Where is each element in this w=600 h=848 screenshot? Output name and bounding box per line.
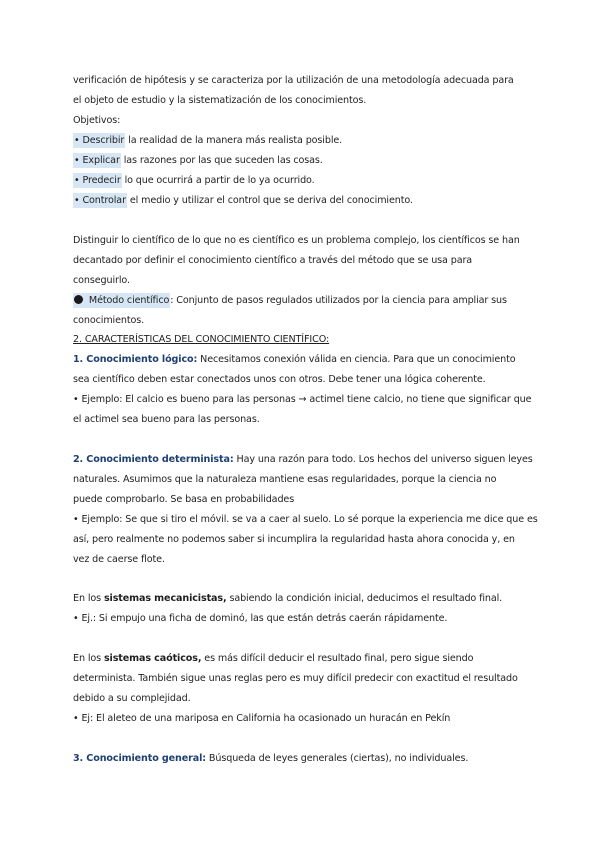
logico-line-1: 1. Conocimiento lógico: Necesitamos conexión válida en ciencia. Para que un conocimiento — [73, 354, 516, 365]
mecanicistas-line-1: En los sistemas mecanicistas, sabiendo la condición inicial, deducimos el resultado final. — [73, 593, 503, 604]
caoticos-line-2: determinista. También sigue unas reglas pero es muy difícil predecir con exactitud el resultado — [73, 673, 518, 684]
metodo-term-highlight: Método científico — [73, 293, 170, 308]
determinista-line-5: así, pero realmente no podemos saber si incumplira la regularidad hasta ahora conocida y, en — [73, 534, 515, 545]
objective-term-highlight: • Describir — [74, 135, 125, 146]
objective-term-highlight: • Predecir — [74, 175, 121, 186]
section-2-title: 2. CARACTERÍSTICAS DEL CONOCIMIENTO CIENTÍFICO: — [73, 334, 330, 345]
determinista-heading: 2. Conocimiento determinista: — [73, 454, 234, 465]
determinista-line-3: puede comprobarlo. Se basa en probabilidades — [73, 494, 295, 505]
logico-heading: 1. Conocimiento lógico: — [73, 354, 198, 365]
determinista-line-6: vez de caerse flote. — [73, 554, 165, 565]
objective-term-highlight: • Explicar — [74, 155, 120, 166]
determinista-line-4: • Ejemplo: Se que si tiro el móvil. se va a caer al suelo. Lo sé porque la experiencia me dice que es — [73, 514, 538, 525]
objective-term-highlight: • Controlar — [74, 195, 126, 206]
logico-line-2: sea científico deben estar conectados unos con otros. Debe tener una lógica coherente. — [73, 374, 486, 385]
intro-line-2: el objeto de estudio y la sistematización de los conocimientos. — [73, 95, 367, 106]
bullet-dot-icon — [74, 295, 83, 304]
determinista-line-1: 2. Conocimiento determinista: Hay una razón para todo. Los hechos del universo siguen leyes — [73, 454, 533, 465]
logico-line-4: el actimel sea bueno para las personas. — [73, 414, 260, 425]
objective-item: • Controlar el medio y utilizar el control que se deriva del conocimiento. — [74, 195, 413, 206]
distinguir-line-2: decantado por definir el conocimiento científico a través del método que se usa para — [73, 255, 473, 266]
distinguir-line-1: Distinguir lo científico de lo que no es científico es un problema complejo, los científicos se han — [73, 235, 520, 246]
determinista-line-2: naturales. Asumimos que la naturaleza mantiene esas regularidades, porque la ciencia no — [73, 474, 497, 485]
caoticos-line-1: En los sistemas caóticos, es más difícil deducir el resultado final, pero sigue siendo — [73, 653, 474, 664]
objective-item: • Explicar las razones por las que suceden las cosas. — [74, 155, 323, 166]
caoticos-line-3: debido a su complejidad. — [73, 693, 191, 704]
general-line-1: 3. Conocimiento general: Búsqueda de leyes generales (ciertas), no individuales. — [73, 753, 469, 764]
mecanicistas-term: sistemas mecanicistas, — [103, 593, 227, 604]
logico-line-3: • Ejemplo: El calcio es bueno para las personas → actimel tiene calcio, no tiene que significar que — [73, 394, 532, 405]
intro-line-1: verificación de hipótesis y se caracteriza por la utilización de una metodología adecuada para — [73, 75, 514, 86]
general-heading: 3. Conocimiento general: — [73, 753, 206, 764]
caoticos-line-4: • Ej: El aleteo de una mariposa en California ha ocasionado un huracán en Pekín — [73, 713, 451, 724]
objective-item: • Describir la realidad de la manera más realista posible. — [74, 135, 343, 146]
mecanicistas-line-2: • Ej.: Si empujo una ficha de dominó, las que están detrás caerán rápidamente. — [73, 613, 448, 624]
objetivos-label: Objetivos: — [73, 115, 121, 126]
objective-item: • Predecir lo que ocurrirá a partir de lo ya ocurrido. — [74, 175, 315, 186]
metodo-line-1: Método científico: Conjunto de pasos regulados utilizados por la ciencia para ampliar sus — [73, 294, 533, 308]
metodo-line-2: conocimientos. — [73, 315, 145, 326]
distinguir-line-3: conseguirlo. — [73, 275, 130, 286]
caoticos-term: sistemas caóticos, — [103, 653, 202, 664]
